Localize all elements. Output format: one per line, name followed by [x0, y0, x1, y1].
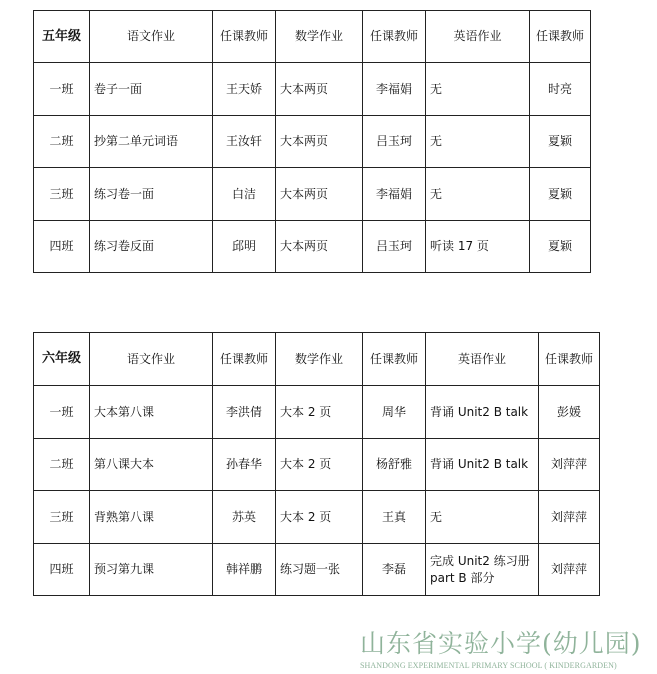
english-homework: 无	[426, 491, 539, 544]
class-name: 一班	[34, 63, 90, 116]
col-header-english-teacher: 任课教师	[539, 333, 600, 386]
chinese-homework: 练习卷反面	[90, 221, 213, 273]
col-header-math: 数学作业	[276, 333, 363, 386]
table-row	[34, 491, 600, 544]
chinese-teacher: 孙春华	[213, 439, 276, 491]
math-teacher: 李福娟	[363, 63, 426, 116]
col-header-english: 英语作业	[426, 333, 539, 386]
table-row	[34, 544, 600, 596]
english-homework: 完成 Unit2 练习册 part B 部分	[426, 544, 539, 596]
col-header-chinese-teacher: 任课教师	[213, 11, 276, 63]
english-teacher: 彭媛	[539, 386, 600, 439]
col-header-chinese: 语文作业	[90, 11, 213, 63]
chinese-homework: 预习第九课	[90, 544, 213, 596]
col-header-math-teacher: 任课教师	[363, 11, 426, 63]
math-teacher: 吕玉珂	[363, 221, 426, 273]
english-teacher: 时亮	[530, 63, 591, 116]
col-header-math: 数学作业	[276, 11, 363, 63]
chinese-homework: 背熟第八课	[90, 491, 213, 544]
table-row	[34, 439, 600, 491]
english-homework: 无	[426, 63, 530, 116]
class-name: 一班	[34, 386, 90, 439]
school-watermark	[360, 624, 650, 670]
english-homework: 无	[426, 116, 530, 168]
english-teacher: 夏颖	[530, 168, 591, 221]
school-name-english: SHANDONG EXPERIMENTAL PRIMARY SCHOOL ( KINDERGARDEN)	[360, 661, 617, 670]
math-homework: 大本 2 页	[276, 386, 363, 439]
col-header-math-teacher: 任课教师	[363, 333, 426, 386]
chinese-teacher: 苏英	[213, 491, 276, 544]
chinese-teacher: 王汝轩	[213, 116, 276, 168]
chinese-teacher: 邱明	[213, 221, 276, 273]
math-teacher: 杨舒雅	[363, 439, 426, 491]
math-homework: 大本 2 页	[276, 439, 363, 491]
table-row	[34, 386, 600, 439]
english-homework: 背诵 Unit2 B talk	[426, 386, 539, 439]
chinese-teacher: 韩祥鹏	[213, 544, 276, 596]
math-teacher: 李福娟	[363, 168, 426, 221]
col-header-english: 英语作业	[426, 11, 530, 63]
math-homework: 大本两页	[276, 116, 363, 168]
english-teacher: 夏颖	[530, 116, 591, 168]
english-homework: 背诵 Unit2 B talk	[426, 439, 539, 491]
math-homework: 大本两页	[276, 168, 363, 221]
chinese-homework: 第八课大本	[90, 439, 213, 491]
math-teacher: 李磊	[363, 544, 426, 596]
table-row	[34, 168, 591, 221]
chinese-teacher: 白洁	[213, 168, 276, 221]
english-teacher: 刘萍萍	[539, 439, 600, 491]
table-row	[34, 116, 591, 168]
class-name: 二班	[34, 439, 90, 491]
english-teacher: 刘萍萍	[539, 544, 600, 596]
grade5-homework-table	[33, 10, 591, 273]
chinese-homework: 卷子一面	[90, 63, 213, 116]
table-row	[34, 221, 591, 273]
grade-label: 六年级	[34, 333, 90, 386]
math-homework: 大本两页	[276, 63, 363, 116]
class-name: 二班	[34, 116, 90, 168]
table-header-row	[34, 333, 600, 386]
col-header-chinese-teacher: 任课教师	[213, 333, 276, 386]
grade6-homework-table	[33, 332, 600, 596]
class-name: 四班	[34, 221, 90, 273]
english-teacher: 夏颖	[530, 221, 591, 273]
class-name: 三班	[34, 168, 90, 221]
chinese-homework: 练习卷一面	[90, 168, 213, 221]
table-row	[34, 63, 591, 116]
col-header-chinese: 语文作业	[90, 333, 213, 386]
chinese-teacher: 王天娇	[213, 63, 276, 116]
math-homework: 练习题一张	[276, 544, 363, 596]
english-homework: 无	[426, 168, 530, 221]
grade-label: 五年级	[34, 11, 90, 63]
chinese-teacher: 李洪倩	[213, 386, 276, 439]
school-name-chinese: 山东省实验小学(幼儿园)	[360, 629, 642, 658]
table-header-row	[34, 11, 591, 63]
math-teacher: 吕玉珂	[363, 116, 426, 168]
chinese-homework: 大本第八课	[90, 386, 213, 439]
english-teacher: 刘萍萍	[539, 491, 600, 544]
math-homework: 大本 2 页	[276, 491, 363, 544]
math-teacher: 周华	[363, 386, 426, 439]
chinese-homework: 抄第二单元词语	[90, 116, 213, 168]
col-header-english-teacher: 任课教师	[530, 11, 591, 63]
class-name: 三班	[34, 491, 90, 544]
class-name: 四班	[34, 544, 90, 596]
math-teacher: 王真	[363, 491, 426, 544]
english-homework: 听读 17 页	[426, 221, 530, 273]
math-homework: 大本两页	[276, 221, 363, 273]
